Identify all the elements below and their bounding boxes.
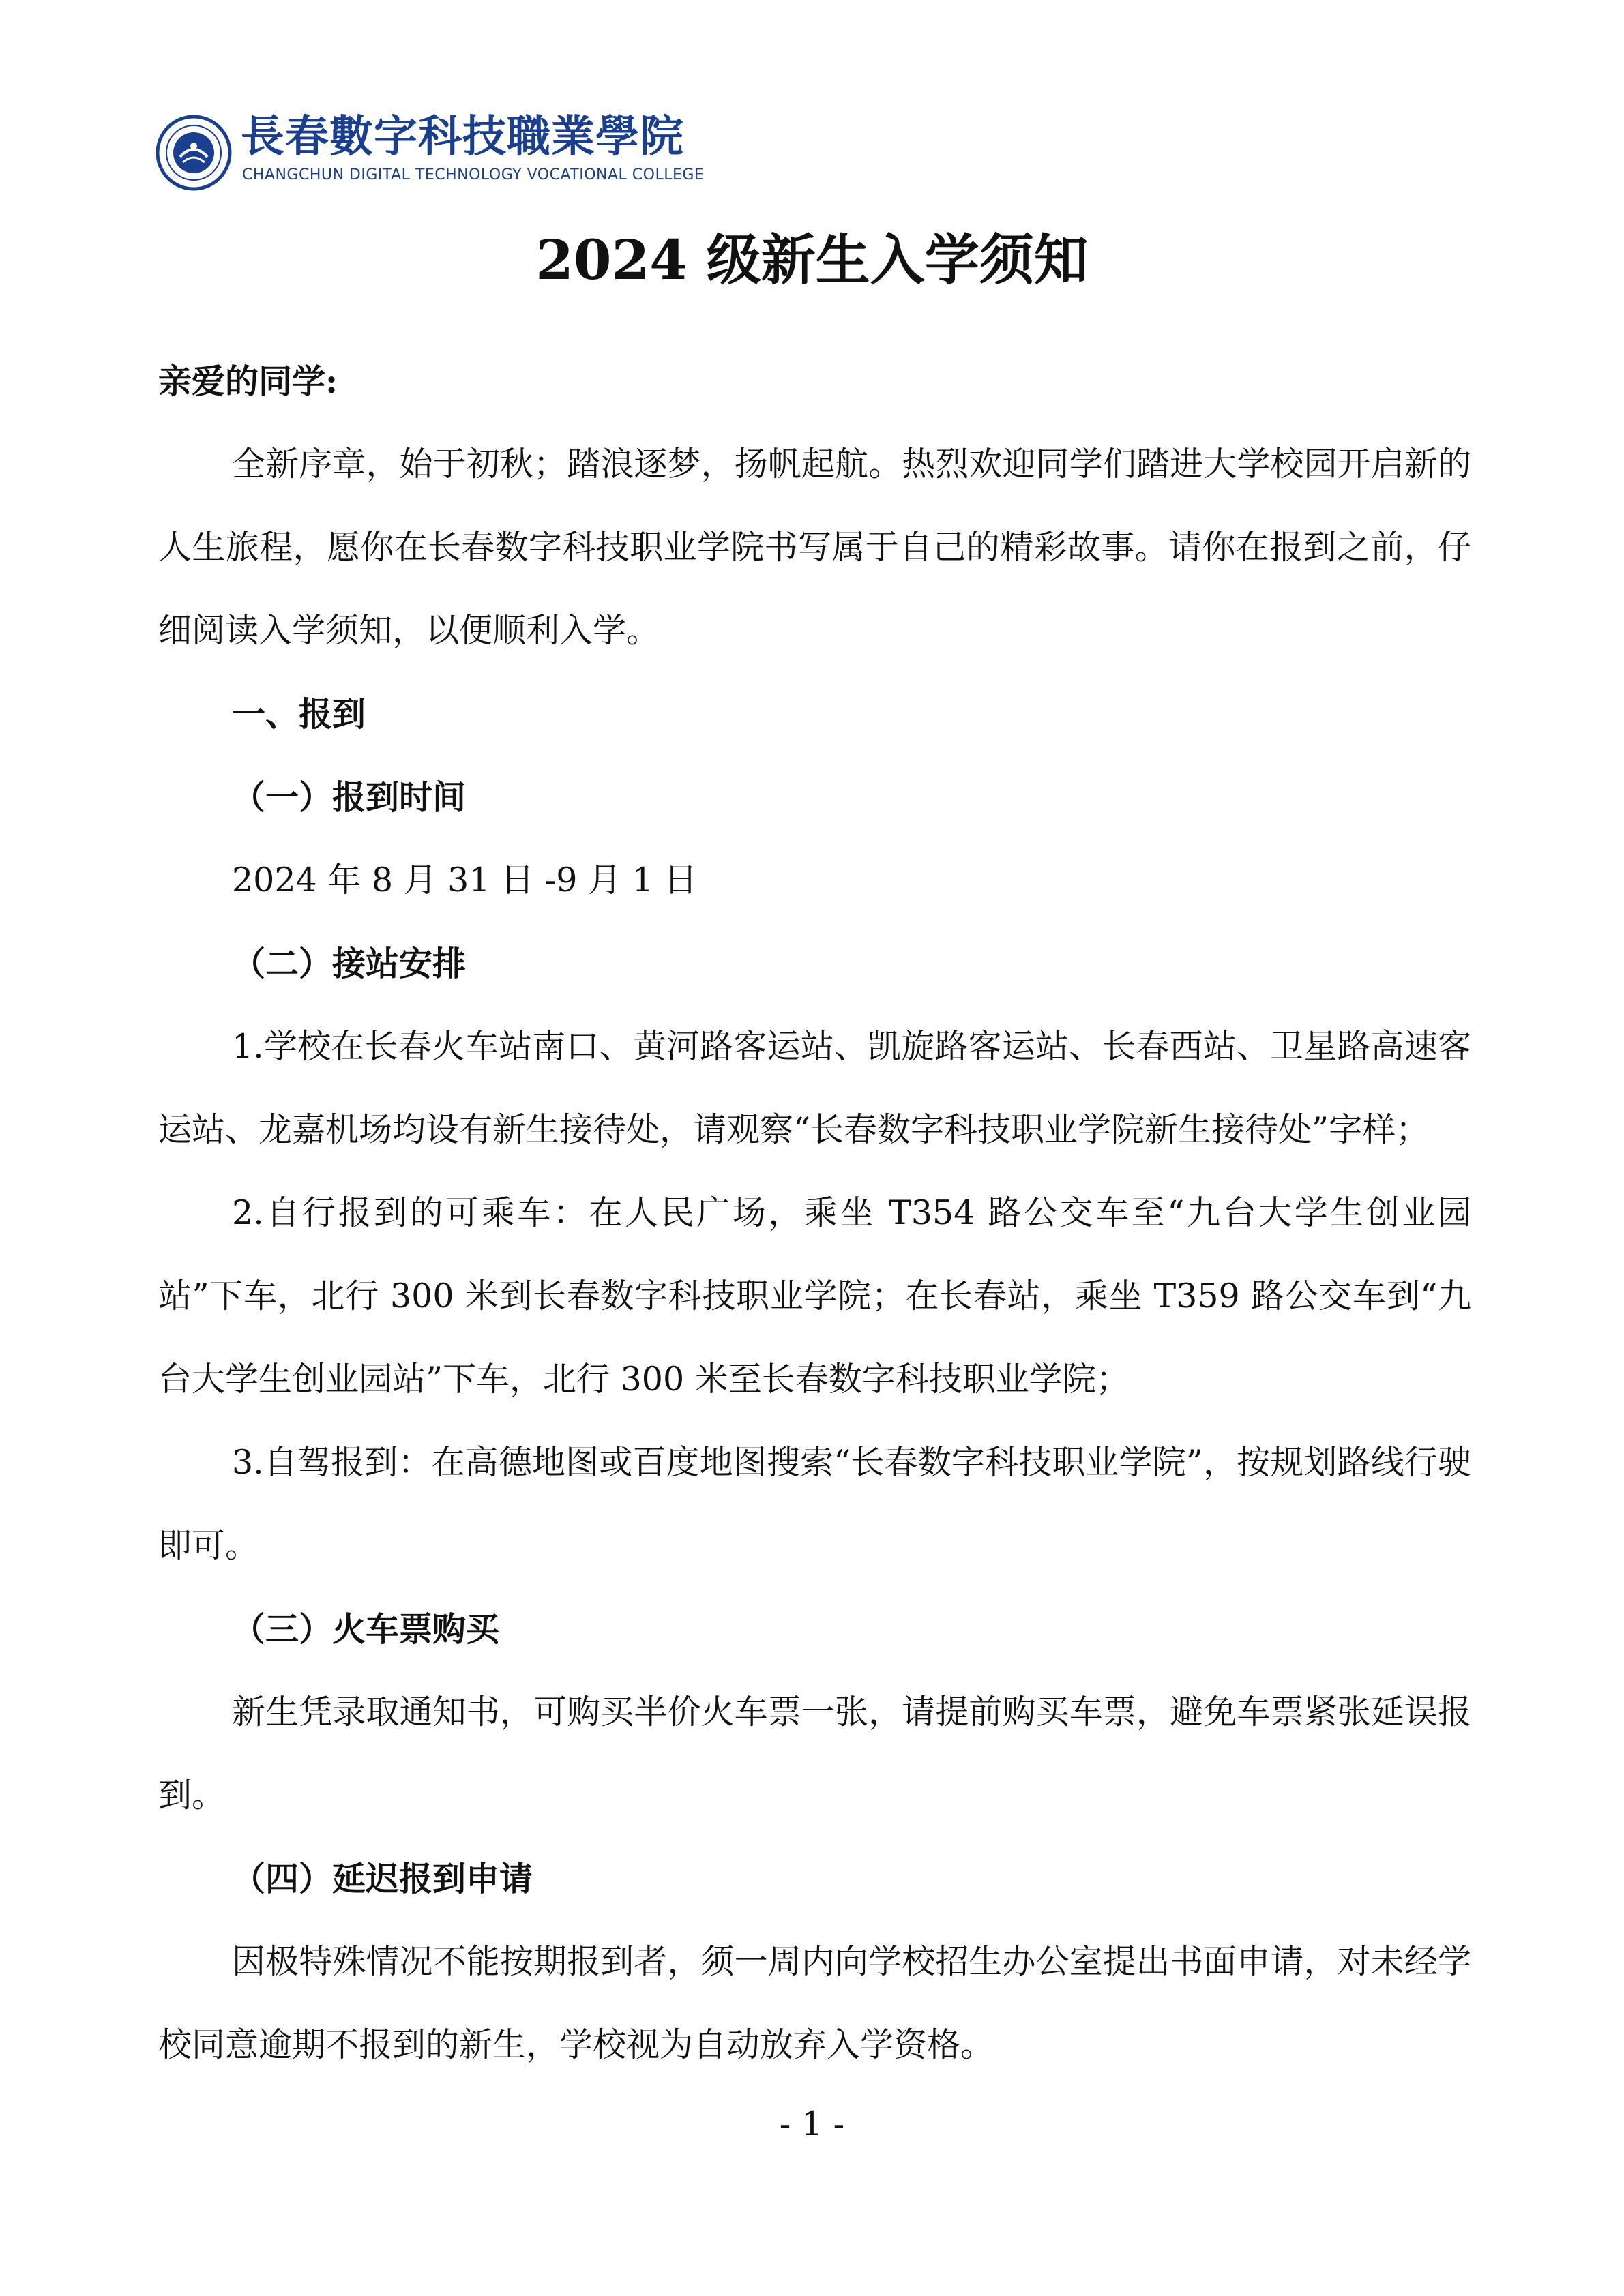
subheading-time: （一）报到时间 xyxy=(232,777,467,817)
page-title: 2024 级新生入学须知 xyxy=(535,228,1089,292)
school-name-cn: 長春數字科技職業學院 xyxy=(241,111,684,162)
subheading-delay: （四）延迟报到申请 xyxy=(232,1859,533,1898)
pickup-item: 1.学校在长春火车站南口、黄河路客运站、凯旋路客运站、长春西站、卫星路高速客运站、龙嘉机场均设有新生接待处，请观察“长春数字科技职业学院新生接待处”字样； xyxy=(158,1027,1471,1149)
document-body xyxy=(158,340,1471,2087)
tickets-text: 新生凭录取通知书，可购买半价火车票一张，请提前购买车票，避免车票紧张延误报到。 xyxy=(158,1693,1471,1815)
school-header xyxy=(156,109,769,198)
school-seal-icon xyxy=(156,115,232,191)
pickup-item: 2.自行报到的可乘车：在人民广场，乘坐 T354 路公交车至“九台大学生创业园站”下车，北行 300 米到长春数字科技职业学院；在长春站，乘坐 T359 路公交车到“九台大学生创业园站”下车，北行 300 米至长春数字科技职业学院； xyxy=(158,1193,1471,1399)
registration-time: 2024 年 8 月 31 日 -9 月 1 日 xyxy=(232,861,698,899)
intro-paragraph: 全新序章，始于初秋；踏浪逐梦，扬帆起航。热烈欢迎同学们踏进大学校园开启新的人生旅程，愿你在长春数字科技职业学院书写属于自己的精彩故事。请你在报到之前，仔细阅读入学须知，以便顺利入学。 xyxy=(158,445,1471,650)
section-heading-registration: 一、报到 xyxy=(232,694,366,734)
subheading-pickup: （二）接站安排 xyxy=(232,944,467,983)
subheading-tickets: （三）火车票购买 xyxy=(232,1609,500,1649)
greeting: 亲爱的同学: xyxy=(158,361,338,401)
school-name-en: CHANGCHUN DIGITAL TECHNOLOGY VOCATIONAL COLLEGE xyxy=(242,166,705,183)
delay-text: 因极特殊情况不能按期报到者，须一周内向学校招生办公室提出书面申请，对未经学校同意逾期不报到的新生，学校视为自动放弃入学资格。 xyxy=(158,1942,1471,2064)
pickup-item: 3.自驾报到：在高德地图或百度地图搜索“长春数字科技职业学院”，按规划路线行驶即可。 xyxy=(158,1443,1471,1565)
page-number: - 1 - xyxy=(779,2104,845,2143)
